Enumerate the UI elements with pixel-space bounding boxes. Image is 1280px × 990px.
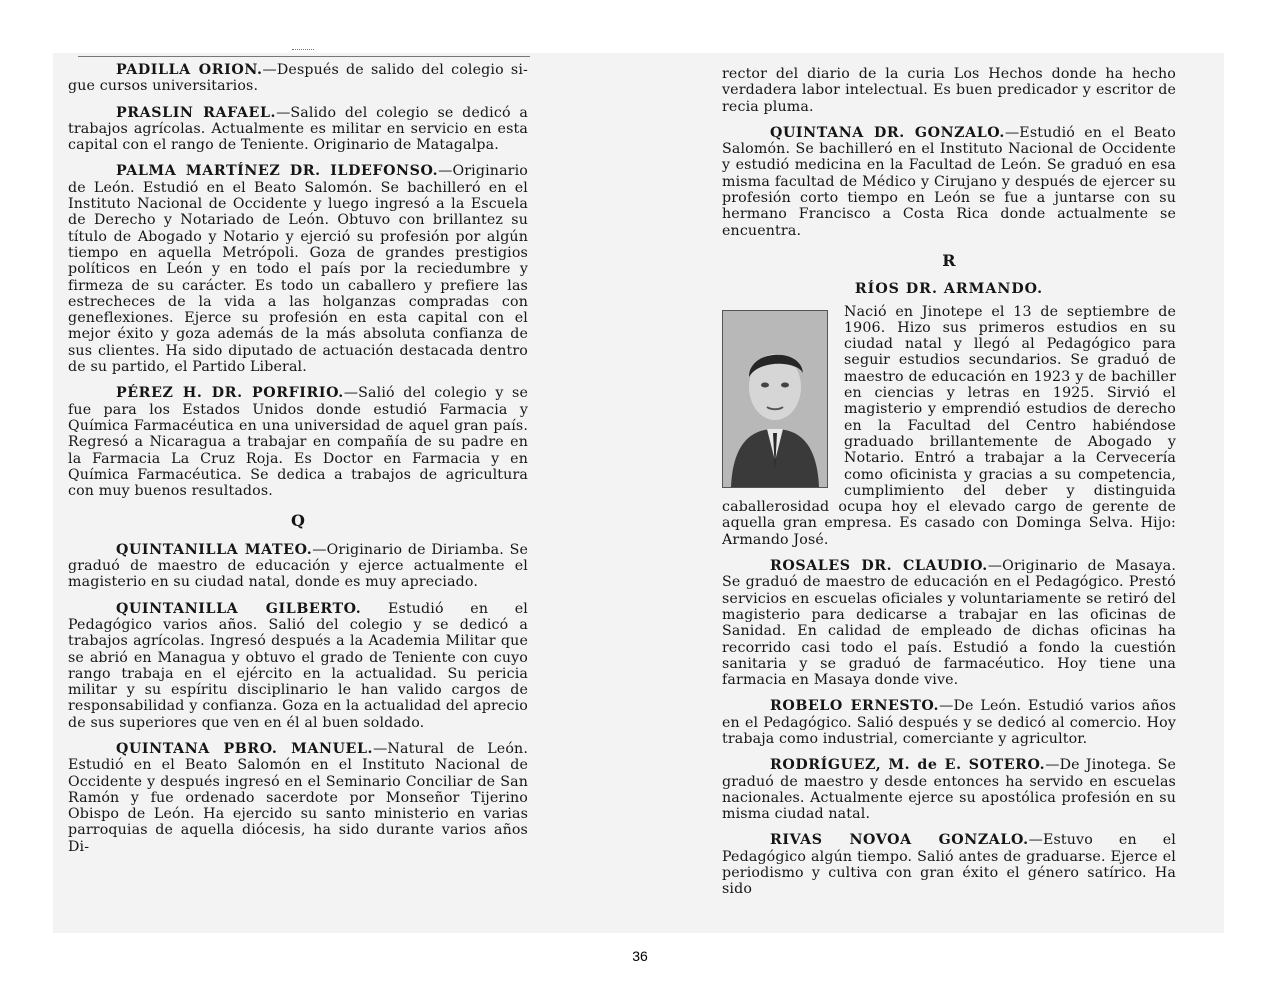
- entry-text: —Originario de León. Estudió en el Beato Salomón. Se bachilleró en el Instituto Nacional de Occidente y luego ingresó a la Escuela de Derecho y Notariado de León. Obtuvo con brillantez su título de Abogado y Notario y ejerció su profesión por algún tiempo en aquella Metrópoli. Goza de grandes prestigios políticos en León y en todo el país por la reciedumbre y firmeza de su carácter. Es todo un caballero y prefiere las estrecheces de la vida a las holganzas compradas con geneflexiones. Ejerce su profesión en esta capital con el mejor éxito y goza además de la más absoluta confianza de sus clientes. Ha sido diputado de actuación destacada dentro de su partido, el Partido Liberal.: [68, 163, 528, 376]
- entry-text: —Después de salido del colegio si- gue cursos universitarios.: [68, 62, 528, 95]
- entry-text: —Estuvo en el Pedagógico algún tiempo. Salió antes de graduarse. Ejerce el periodismo y cultiva con gran éxito el género satírico. Ha sido: [722, 832, 1176, 898]
- portrait-photo: [722, 310, 828, 488]
- entry-name: PADILLA ORION.: [116, 62, 263, 78]
- entry-text: Estudió en el Pedagógico varios años. Salió del colegio y se dedicó a trabajos agrícolas. Ingresó después a la Academia Militar que se abrió en Managua y obtuvo el grado de Teniente con cuyo rango trabaja en el ejército en la actualidad. Su pericia militar y su espíritu disciplinario le han valido cargos de responsabilidad y confianza. Goza en la actualidad del aprecio de sus superiores que ven en él al buen soldado.: [68, 600, 528, 731]
- entry-text: —De Jinotega. Se graduó de maestro y desde entonces ha servido en escuelas nacionales. Actualmente ejerce su apostólica profesión en su misma ciudad natal.: [722, 757, 1177, 823]
- entry-name: RIVAS NOVOA GONZALO.: [770, 832, 1029, 849]
- entry-text: —Estudió en el Beato Salomón. Se bachilleró en el Instituto Nacional de Occidente y estudió medicina en la Facultad de León. Se graduó en esa misma facultad de Médico y Cirujano y después de ejercer su profesión corto tiempo en León se fue a juntarse con su hermano Francisco a Costa Rica donde actualmente se encuentra.: [722, 124, 1176, 239]
- left-column: [68, 62, 528, 865]
- entry-name: ROBELO ERNESTO.: [770, 698, 940, 715]
- entry-name: QUINTANILLA GILBERTO.: [116, 600, 362, 617]
- entry: [722, 832, 1176, 897]
- entry: [68, 385, 528, 499]
- entry: [722, 757, 1176, 822]
- entry: [722, 558, 1176, 688]
- entry: [722, 125, 1176, 239]
- page-number: 36: [632, 948, 648, 964]
- entry: [68, 542, 528, 591]
- entry-text: —Originario de Diriamba. Se graduó de maestro de educación y ejerce actualmente el magisterio en su ciudad natal, donde es muy apreciado.: [68, 541, 528, 591]
- entry-name: QUINTANA DR. GONZALO.: [770, 124, 1005, 141]
- entry-text: —Originario de Masaya. Se graduó de maestro de educación en el Pedagógico. Prestó servicios en escuelas oficiales y voluntariamente se retiró del magisterio para dedicarse a trabajar en las oficinas de Sanidad. En calidad de empleado de dichas oficinas ha recorrido casi todo el país. Estudió a fondo la cuestión sanitaria y se graduó de farmacéutico. Hoy tiene una farmacia en Masaya donde vive.: [722, 558, 1176, 689]
- entry-name: QUINTANILLA MATEO.: [116, 541, 313, 558]
- entry: [68, 163, 528, 375]
- top-rule-mark: [292, 49, 314, 53]
- entry-name: PÉREZ H. DR. PORFIRIO.: [116, 385, 344, 402]
- entry-text: —Natural de León. Estudió en el Beato Salomón en el Instituto Nacional de Occidente y después ingresó en el Seminario Conciliar de San Ramón y fue ordenado sacerdote por Monseñor Tijerino Obispo de León. Ha ejercido su santo ministerio en varias parroquias de aquella diócesis, ha sido durante varios años Di-: [68, 740, 528, 855]
- entry: [68, 741, 528, 855]
- featured-heading: RÍOS DR. ARMANDO.: [854, 281, 1044, 298]
- entry-name: ROSALES DR. CLAUDIO.: [770, 558, 988, 575]
- portrait-figure-icon: [723, 311, 827, 487]
- section-letter-q: Q: [290, 511, 306, 531]
- entry-text: —De León. Estudió varios años en el Pedagógico. Salió después y se dedicó al comercio. Hoy trabaja como industrial, comerciante y agricultor.: [722, 698, 1176, 747]
- entry-name: PRASLIN RAFAEL.: [116, 104, 277, 121]
- continuation-text: rector del diario de la curia Los Hechos donde ha hecho verdadera labor intelectual. Es buen predicador y escritor de recia pluma.: [722, 66, 1176, 115]
- entry: [68, 105, 528, 154]
- right-column: [722, 66, 1176, 908]
- entry-name: PALMA MARTÍNEZ DR. ILDEFONSO.: [116, 163, 439, 180]
- top-rule-divider: [78, 56, 530, 57]
- entry-name: QUINTANA PBRO. MANUEL.: [116, 740, 374, 757]
- entry-text: —Salió del colegio y se fue para los Estados Unidos donde estudió Farmacia y Química Farmacéutica en una universidad de aquel gran país. Regresó a Nicaragua a trabajar en compañía de su padre en la Farmacia La Cruz Roja. Es Doctor en Farmacia y en Química Farmacéutica. Se dedica a trabajos de agricultura con muy buenos resultados.: [68, 385, 528, 500]
- entry-text: —Salido del colegio se dedicó a trabajos agrícolas. Actualmente es militar en servicio en esta capital con el rango de Teniente. Originario de Matagalpa.: [68, 104, 528, 154]
- entry-name: RODRÍGUEZ, M. de E. SOTERO.: [770, 757, 1046, 774]
- featured-entry-text: Nació en Jinotepe el 13 de septiembre de 1906. Hizo sus primeros estudios en su ciudad natal y llegó al Pedagógico para seguir estudios secundarios. Se graduó de maestro de educación en 1923 y de bachiller en ciencias y letras en 1925. Sirvió el magisterio y emprendió estudios de derecho en la Facultad del Centro habiéndose graduado brillantemente de Abogado y Notario. Entró a trabajar a la Cervecería como oficinista y gracias a su competencia, cumplimiento del deber y distinguida caballerosidad ocupa hoy el elevado cargo de gerente de aquella gran empresa. Es casado con Dominga Selva. Hijo: Armando José.: [722, 303, 1176, 548]
- section-letter-r: R: [942, 250, 956, 270]
- entry: [68, 62, 528, 95]
- entry: [68, 601, 528, 731]
- entry: [722, 698, 1176, 747]
